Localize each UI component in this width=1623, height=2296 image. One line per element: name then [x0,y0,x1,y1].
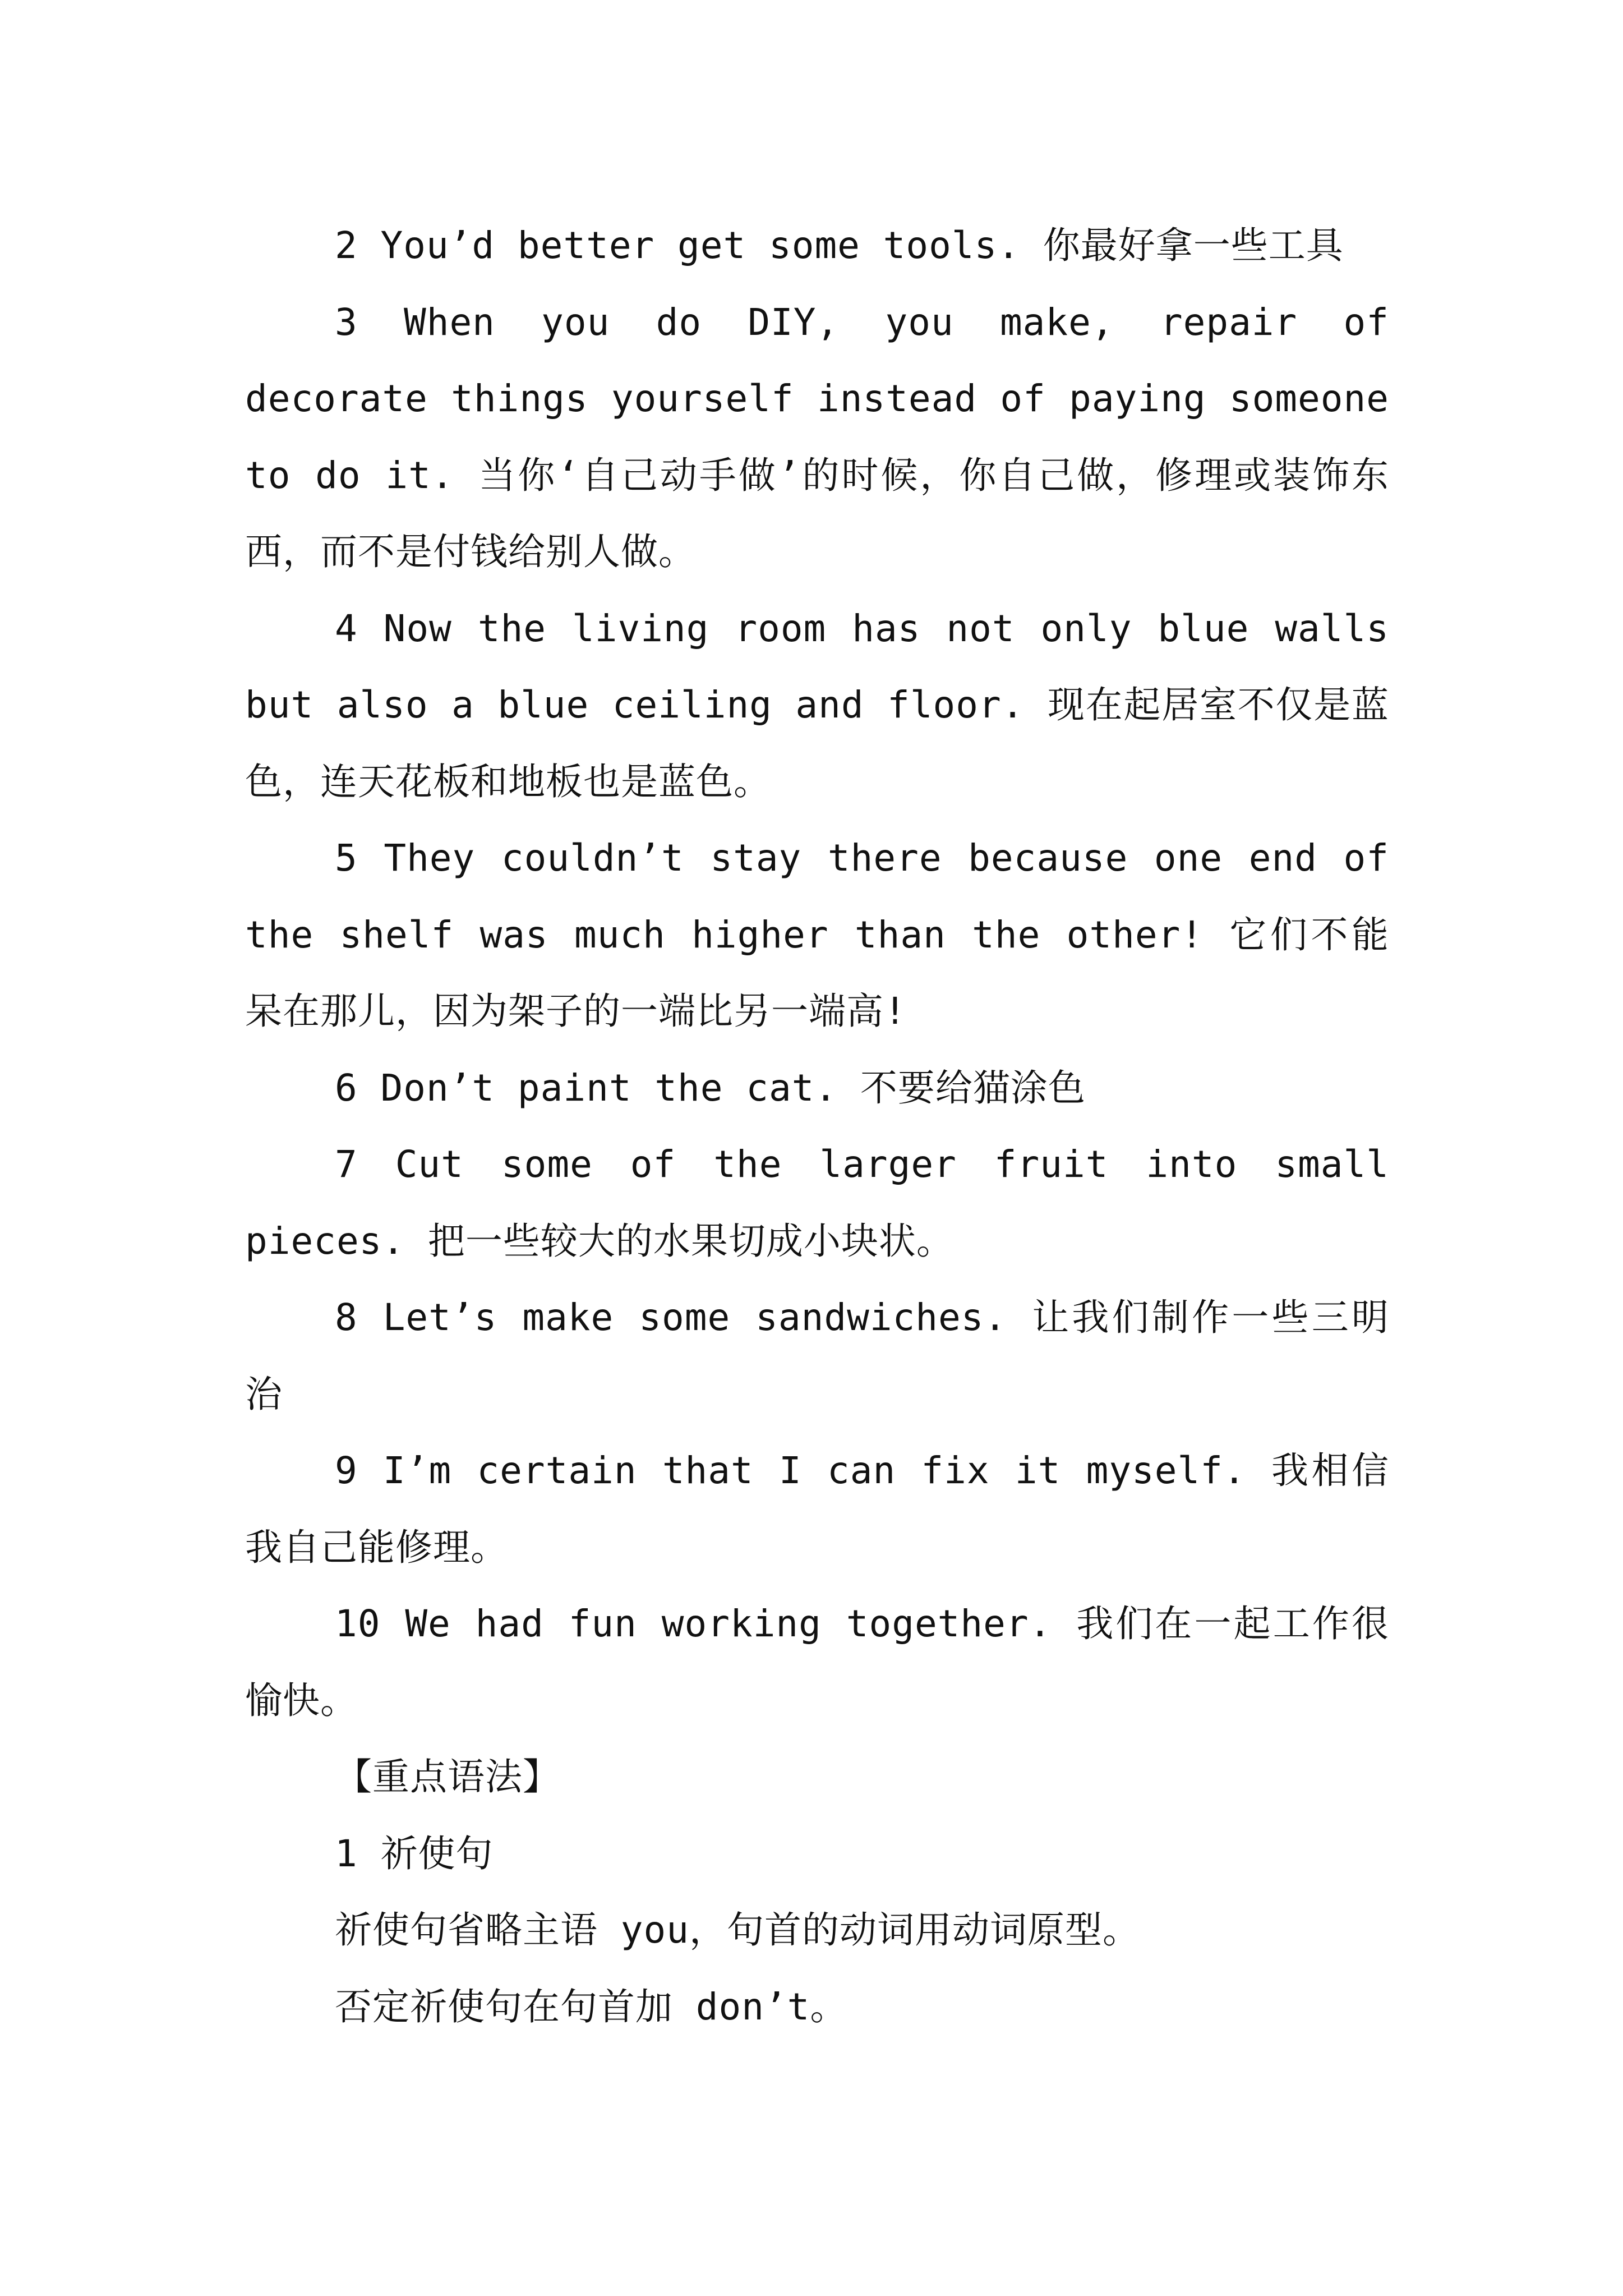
paragraph-sentence-2: 2 You’d better get some tools. 你最好拿一些工具 [335,224,1344,267]
paragraph-sentence-7: 7 Cut some of the larger fruit into small pieces. 把一些较大的水果切成小块状。 [245,1143,1389,1263]
paragraph-sentence-5: 5 They couldn’t stay there because one end of the shelf was much higher than the other! 它们不能呆在那儿，因为架子的一端比另一端高! [245,836,1389,1033]
grammar-rule-negative-imperative: 否定祈使句在句首加 don’t。 [335,1985,848,2028]
document-body [245,208,1389,2045]
grammar-item-1-title: 1 祈使句 [335,1832,494,1875]
paragraph-sentence-4: 4 Now the living room has not only blue walls but also a blue ceiling and floor. 现在起居室不仅是蓝色，连天花板和地板也是蓝色。 [245,606,1389,803]
paragraph-sentence-6: 6 Don’t paint the cat. 不要给猫涂色 [335,1066,1086,1110]
section-heading-key-grammar: 【重点语法】 [335,1755,560,1798]
paragraph-sentence-9: 9 I’m certain that I can fix it myself. 我相信我自己能修理。 [245,1449,1389,1569]
paragraph-sentence-10: 10 We had fun working together. 我们在一起工作很愉快。 [245,1602,1389,1722]
paragraph-sentence-3: 3 When you do DIY, you make, repair of decorate things yourself instead of paying someone to do it. 当你‘自己动手做’的时候，你自己做，修理或装饰东西，而不是付钱给别人做。 [245,300,1389,573]
grammar-rule-imperative: 祈使句省略主语 you，句首的动词用动词原型。 [335,1908,1140,1952]
paragraph-sentence-8: 8 Let’s make some sandwiches. 让我们制作一些三明治 [245,1296,1389,1416]
